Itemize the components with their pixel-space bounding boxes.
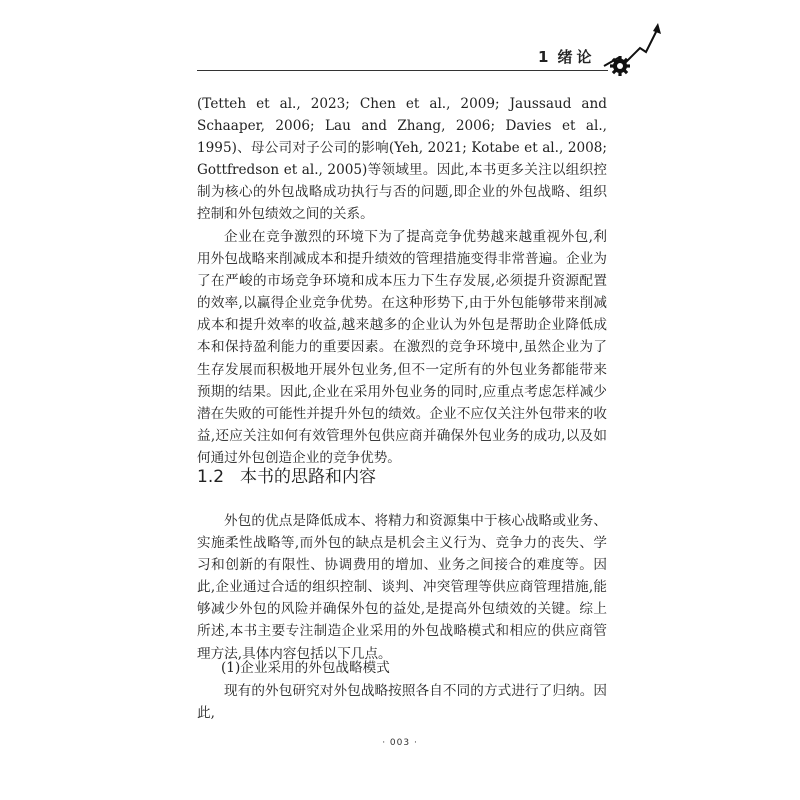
running-header — [538, 46, 595, 67]
gear-arrow-icon — [600, 20, 662, 78]
chapter-title: 绪论 — [557, 48, 596, 66]
section-heading — [197, 462, 376, 487]
section-title: 本书的思路和内容 — [240, 467, 377, 487]
paragraph-4: 现有的外包研究对外包战略按照各自不同的方式进行了归纳。因此, — [197, 683, 607, 722]
chapter-number: 1 — [538, 48, 550, 66]
paragraph-1-block — [197, 93, 607, 226]
header-rule — [197, 70, 608, 71]
section-number: 1.2 — [197, 467, 225, 487]
paragraph-2-block — [197, 226, 607, 469]
paragraph-2: 企业在竞争激烈的环境下为了提高竞争优势越来越重视外包,利用外包战略来削减成本和提升绩效的管理措施变得非常普遍。企业为了在严峻的市场竞争环境和成本压力下生存发展,必须提升资源配置的效率,以赢得企业竞争优势。在这种形势下,由于外包能够带来削减成本和提升效率的收益,越来越多的企业认为外包是帮助企业降低成本和保持盈利能力的重要因素。在激烈的竞争环境中,虽然企业为了生存发展而积极地开展外包业务,但不一定所有的外包业务都能带来预期的结果。因此,企业在采用外包业务的同时,应重点考虑怎样减少潜在失败的可能性并提升外包的绩效。企业不应仅关注外包带来的收益,还应关注如何有效管理外包供应商并确保外包业务的成功,以及如何通过外包创造企业的竞争优势。 — [197, 229, 607, 466]
paragraph-4-block — [197, 680, 607, 724]
page-number: · 003 · — [382, 738, 418, 748]
paragraph-3-block — [197, 510, 607, 665]
subheading: (1)企业采用的外包战略模式 — [221, 660, 390, 676]
paragraph-3: 外包的优点是降低成本、将精力和资源集中于核心战略或业务、实施柔性战略等,而外包的缺点是机会主义行为、竞争力的丧失、学习和创新的有限性、协调费用的增加、业务之间接合的难度等。因此,企业通过合适的组织控制、谈判、冲突管理等供应商管理措施,能够减少外包的风险并确保外包的益处,是提高外包绩效的关键。综上所述,本书主要专注制造企业采用的外包战略模式和相应的供应商管理方法,具体内容包括以下几点。 — [197, 513, 607, 662]
paragraph-1: (Tetteh et al., 2023; Chen et al., 2009; Jaussaud and Schaaper, 2006; Lau and Zhang, 2006; Davies et al., 1995)、母公司对子公司的影响(Yeh, 2021; Kotabe et al., 2008; Gottfredson et al., 2005)等领域里。因此,本书更多关注以组织控制为核心的外包战略成功执行与否的问题,即企业的外包战略、组织控制和外包绩效之间的关系。 — [197, 96, 607, 223]
